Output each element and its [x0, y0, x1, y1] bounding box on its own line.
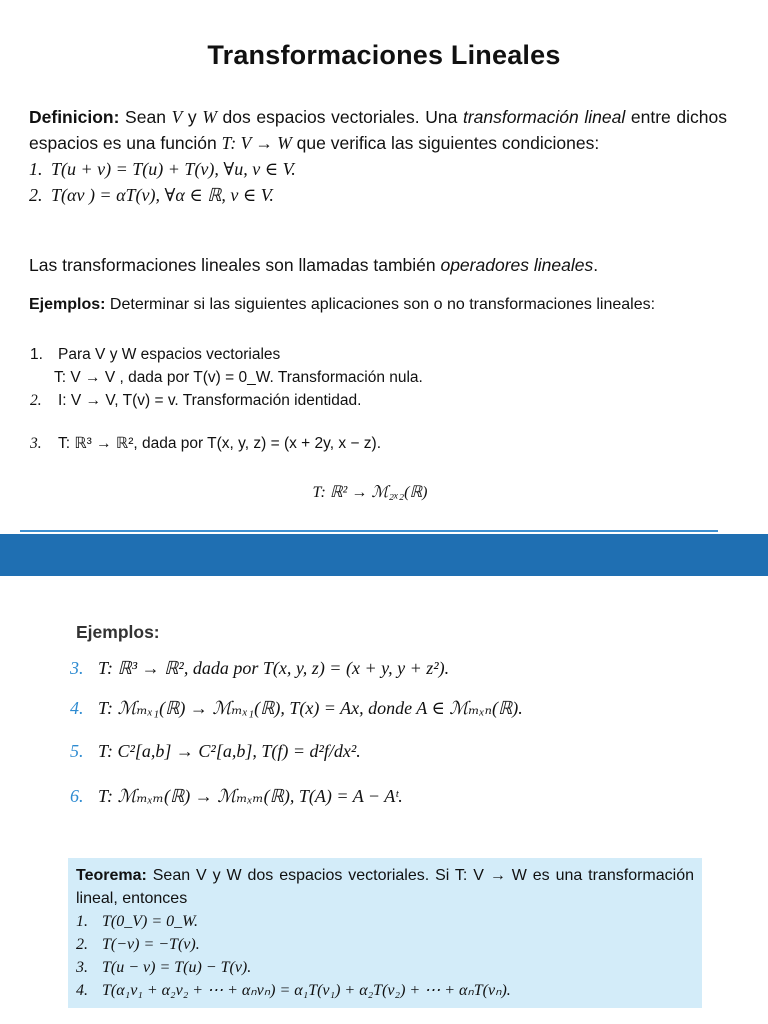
- theorem-intro-text: Sean V y W dos espacios vectoriales. Si T: V → W es una transformación lineal, entonces: [76, 867, 694, 907]
- theorem-item-expression: T(u − v) = T(u) − T(v).: [102, 959, 252, 976]
- examples-heading: Ejemplos:: [76, 622, 160, 642]
- example-item: [70, 741, 361, 762]
- list-item-line: Para V y W espacios vectoriales: [58, 346, 281, 363]
- definition-text-b: dos espacios vectoriales. Una: [216, 107, 463, 127]
- theorem-item-number: 1.: [76, 913, 88, 930]
- theorem-item: [76, 933, 694, 956]
- theorem-item: [76, 956, 694, 979]
- examples-intro-label: Ejemplos:: [29, 296, 106, 313]
- examples-intro-text: Determinar si las siguientes aplicaciones son o no transformaciones lineales:: [105, 296, 656, 313]
- example-expression: T: ℳₘₓ₁(ℝ) → ℳₘₓ₁(ℝ), T(x) = Ax, donde A ∈ ℳₘₓₙ(ℝ).: [98, 698, 523, 718]
- example-expression: T: ℳₘₓₘ(ℝ) → ℳₘₓₘ(ℝ), T(A) = A − Aᵗ.: [98, 786, 403, 806]
- definition-label: Definicion:: [29, 107, 120, 127]
- list-item: [30, 343, 423, 366]
- condition-expression: T(u + v) = T(u) + T(v), ∀u, v ∈ V.: [51, 159, 296, 179]
- example-number: 5.: [70, 741, 84, 761]
- list-item-number: 1.: [30, 346, 43, 363]
- theorem-box: [68, 858, 702, 1008]
- operators-end: .: [593, 255, 599, 275]
- example-number: 6.: [70, 786, 84, 806]
- definition-text-c: entre dichos espacios es una función: [29, 107, 727, 153]
- slide-divider-line: [20, 530, 718, 532]
- list-item: [30, 389, 423, 412]
- list-item: [30, 434, 381, 453]
- theorem-item-expression: T(α₁v₁ + α₂v₂ + ⋯ + αₙvₙ) = α₁T(v₁) + α₂T(v₂) + ⋯ + αₙT(vₙ).: [102, 982, 511, 999]
- example-expression: T: ℝ³ → ℝ², dada por T(x, y, z) = (x + y, y + z²).: [98, 658, 450, 678]
- theorem-item-number: 2.: [76, 936, 88, 953]
- theorem-item: [76, 910, 694, 933]
- condition-1: [29, 156, 727, 182]
- theorem-label: Teorema:: [76, 867, 147, 884]
- definition-text-a: Sean: [119, 107, 172, 127]
- example-expression: T: C²[a,b] → C²[a,b], T(f) = d²f/dx².: [98, 741, 361, 761]
- example-item: [70, 658, 449, 679]
- theorem-item: [76, 979, 694, 1002]
- condition-2: [29, 182, 727, 208]
- list-item-line: T: V → V , dada por T(v) = 0_W. Transformación nula.: [54, 369, 423, 386]
- slide-divider-band: [0, 534, 768, 576]
- definition-text-d: que verifica las siguientes condiciones:: [291, 133, 600, 153]
- theorem-intro: [76, 864, 694, 910]
- operators-emphasis: operadores lineales: [440, 255, 594, 275]
- page-title: Transformaciones Lineales: [207, 40, 561, 70]
- list-item-line: T: ℝ³ → ℝ², dada por T(x, y, z) = (x + 2y, x − z).: [58, 435, 382, 452]
- example-number: 3.: [70, 658, 84, 678]
- centered-expression: T: ℝ² → ℳ₂ₓ₂(ℝ): [312, 484, 428, 501]
- theorem-item-number: 4.: [76, 982, 88, 999]
- definition-map: T: V → W: [221, 133, 292, 153]
- example-number: 4.: [70, 698, 84, 718]
- condition-expression: T(αv ) = αT(v), ∀α ∈ ℝ, v ∈ V.: [51, 185, 274, 205]
- slide-2: [0, 576, 768, 1024]
- definition-emphasis: transformación lineal: [462, 107, 626, 127]
- theorem-item-number: 3.: [76, 959, 88, 976]
- definition-paragraph: [29, 104, 727, 208]
- list-item-number: 2.: [30, 392, 42, 409]
- theorem-item-expression: T(−v) = −T(v).: [102, 936, 200, 953]
- example-item: [70, 698, 523, 719]
- list-item-number: 3.: [30, 435, 42, 452]
- example-item: [70, 786, 403, 807]
- example-list-1: [30, 343, 423, 412]
- definition-w: W: [202, 107, 217, 127]
- condition-number: 2.: [29, 185, 43, 205]
- definition-y: y: [182, 107, 203, 127]
- list-item-continuation: [30, 366, 423, 389]
- definition-v: V: [171, 107, 183, 127]
- theorem-item-expression: T(0_V) = 0_W.: [102, 913, 198, 930]
- condition-number: 1.: [29, 159, 43, 179]
- examples-intro: [29, 296, 655, 314]
- operators-sentence: [29, 255, 598, 276]
- list-item-line: I: V → V, T(v) = v. Transformación identidad.: [58, 392, 362, 409]
- operators-text: Las transformaciones lineales son llamadas también: [29, 255, 441, 275]
